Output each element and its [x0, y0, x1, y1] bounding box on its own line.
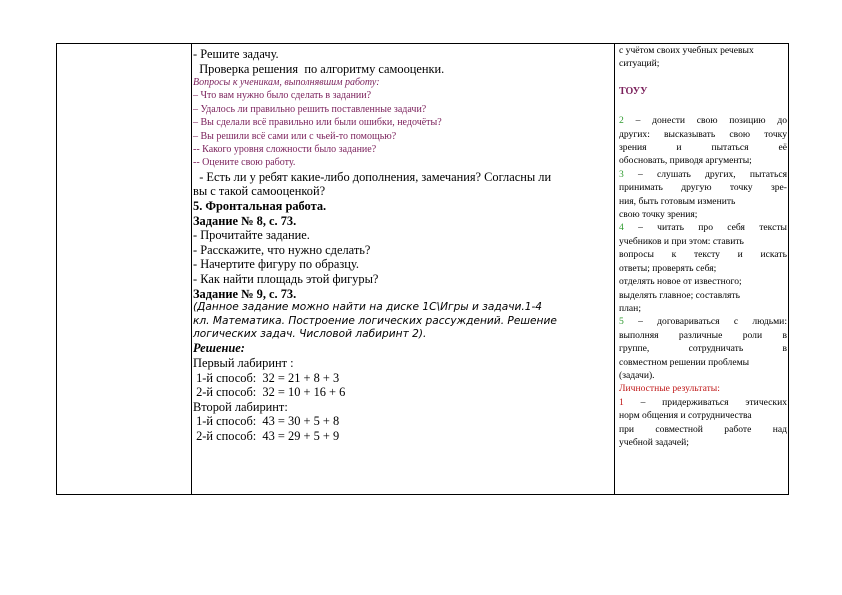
maze-way: 1-й способ: 32 = 21 + 8 + 3: [193, 370, 340, 385]
item-line: отделять новое от известного;: [619, 276, 742, 288]
maze-title: Первый лабиринт :: [193, 355, 294, 370]
column-divider-2: [614, 44, 615, 494]
item-line: (задачи).: [619, 369, 655, 381]
item-line: других: высказывать свою точку: [619, 128, 787, 140]
lesson-table: [56, 43, 789, 495]
task-note: логических задач. Числовой лабиринт 2).: [193, 327, 427, 340]
item-line: – читать про себя тексты: [623, 222, 787, 234]
item-line: – слушать других, пытаться: [623, 168, 787, 180]
task-note: кл. Математика. Построение логических рассуждений. Решение: [193, 314, 557, 327]
solution-heading: Решение:: [193, 341, 245, 356]
task-item: - Расскажите, что нужно сделать?: [193, 242, 371, 257]
task-note: (Данное задание можно найти на диске 1С\Игры и задачи.1-4: [193, 301, 543, 314]
item-line: при совместной работе над: [619, 423, 787, 435]
uud-column: [619, 44, 787, 449]
instruction-line: - Решите задачу.: [193, 47, 279, 61]
item-line: – договариваться с людьми:: [623, 316, 787, 328]
item-line: выделять главное; составлять: [619, 289, 740, 301]
maze-way: 1-й способ: 43 = 30 + 5 + 8: [193, 414, 340, 429]
item-line: принимать другую точку зре-: [619, 182, 787, 194]
questions-heading: Вопросы к ученикам, выполнявшим работу:: [193, 77, 380, 89]
item-line: свою точку зрения;: [619, 209, 698, 221]
item-number: 4: [619, 222, 624, 234]
additions-line: вы с такой самооценкой?: [193, 184, 326, 199]
intro-line: ситуаций;: [619, 58, 660, 70]
section-title: 5. Фронтальная работа.: [193, 199, 327, 214]
item-line: учебной задачей;: [619, 436, 689, 448]
question-item: -- Какого уровня сложности было задание?: [193, 144, 377, 156]
task-title: Задание № 8, с. 73.: [193, 213, 297, 228]
task-item: - Как найти площадь этой фигуры?: [193, 271, 379, 286]
maze-title: Второй лабиринт:: [193, 399, 288, 414]
task-title: Задание № 9, с. 73.: [193, 286, 297, 301]
item-line: группе, сотрудничать в: [619, 343, 787, 355]
uud-item-5: [619, 315, 787, 382]
item-number: 1: [619, 396, 624, 408]
item-line: зрения и пытаться её: [619, 142, 787, 154]
personal-item-1: [619, 396, 787, 450]
item-line: – придерживаться этических: [623, 396, 787, 408]
item-line: вопросы к тексту и искать: [619, 249, 787, 261]
question-item: – Вы сделали всё правильно или были ошибки, недочёты?: [193, 117, 442, 129]
uud-item-3: [619, 168, 787, 222]
personal-results-heading: Личностные результаты:: [619, 383, 720, 395]
item-number: 3: [619, 168, 624, 180]
maze-way: 2-й способ: 43 = 29 + 5 + 9: [193, 428, 340, 443]
instruction-line: Проверка решения по алгоритму самооценки.: [193, 61, 445, 76]
uud-item-2: [619, 114, 787, 168]
intro-line: с учётом своих учебных речевых: [619, 45, 754, 56]
task-item: - Прочитайте задание.: [193, 228, 310, 243]
question-item: – Что вам нужно было сделать в задании?: [193, 90, 372, 102]
item-line: совместном решении проблемы: [619, 356, 750, 368]
item-number: 5: [619, 316, 624, 328]
task-item: - Начертите фигуру по образцу.: [193, 257, 359, 272]
question-item: – Вы решили всё сами или с чьей-то помощью?: [193, 130, 397, 142]
item-line: ответы; проверять себя;: [619, 262, 717, 274]
item-line: учебников и при этом: ставить: [619, 235, 744, 247]
maze-way: 2-й способ: 32 = 10 + 16 + 6: [193, 385, 346, 400]
item-number: 2: [619, 115, 624, 127]
column-divider-1: [191, 44, 192, 494]
item-line: обосновать, приводя аргументы;: [619, 155, 752, 167]
additions-line: - Есть ли у ребят какие-либо дополнения, замечания? Согласны ли: [193, 169, 552, 184]
item-line: ния, быть готовым изменить: [619, 195, 736, 207]
activity-column: [193, 47, 613, 444]
item-line: выполняя различные роли в: [619, 329, 787, 341]
question-item: -- Оцените свою работу.: [193, 157, 296, 169]
uud-item-4: [619, 221, 787, 315]
item-line: – донести свою позицию до: [623, 115, 787, 127]
item-line: план;: [619, 302, 641, 314]
item-line: норм общения и сотрудничества: [619, 410, 752, 422]
toyy-heading: ТОУУ: [619, 85, 648, 97]
question-item: – Удалось ли правильно решить поставленные задачи?: [193, 103, 427, 115]
